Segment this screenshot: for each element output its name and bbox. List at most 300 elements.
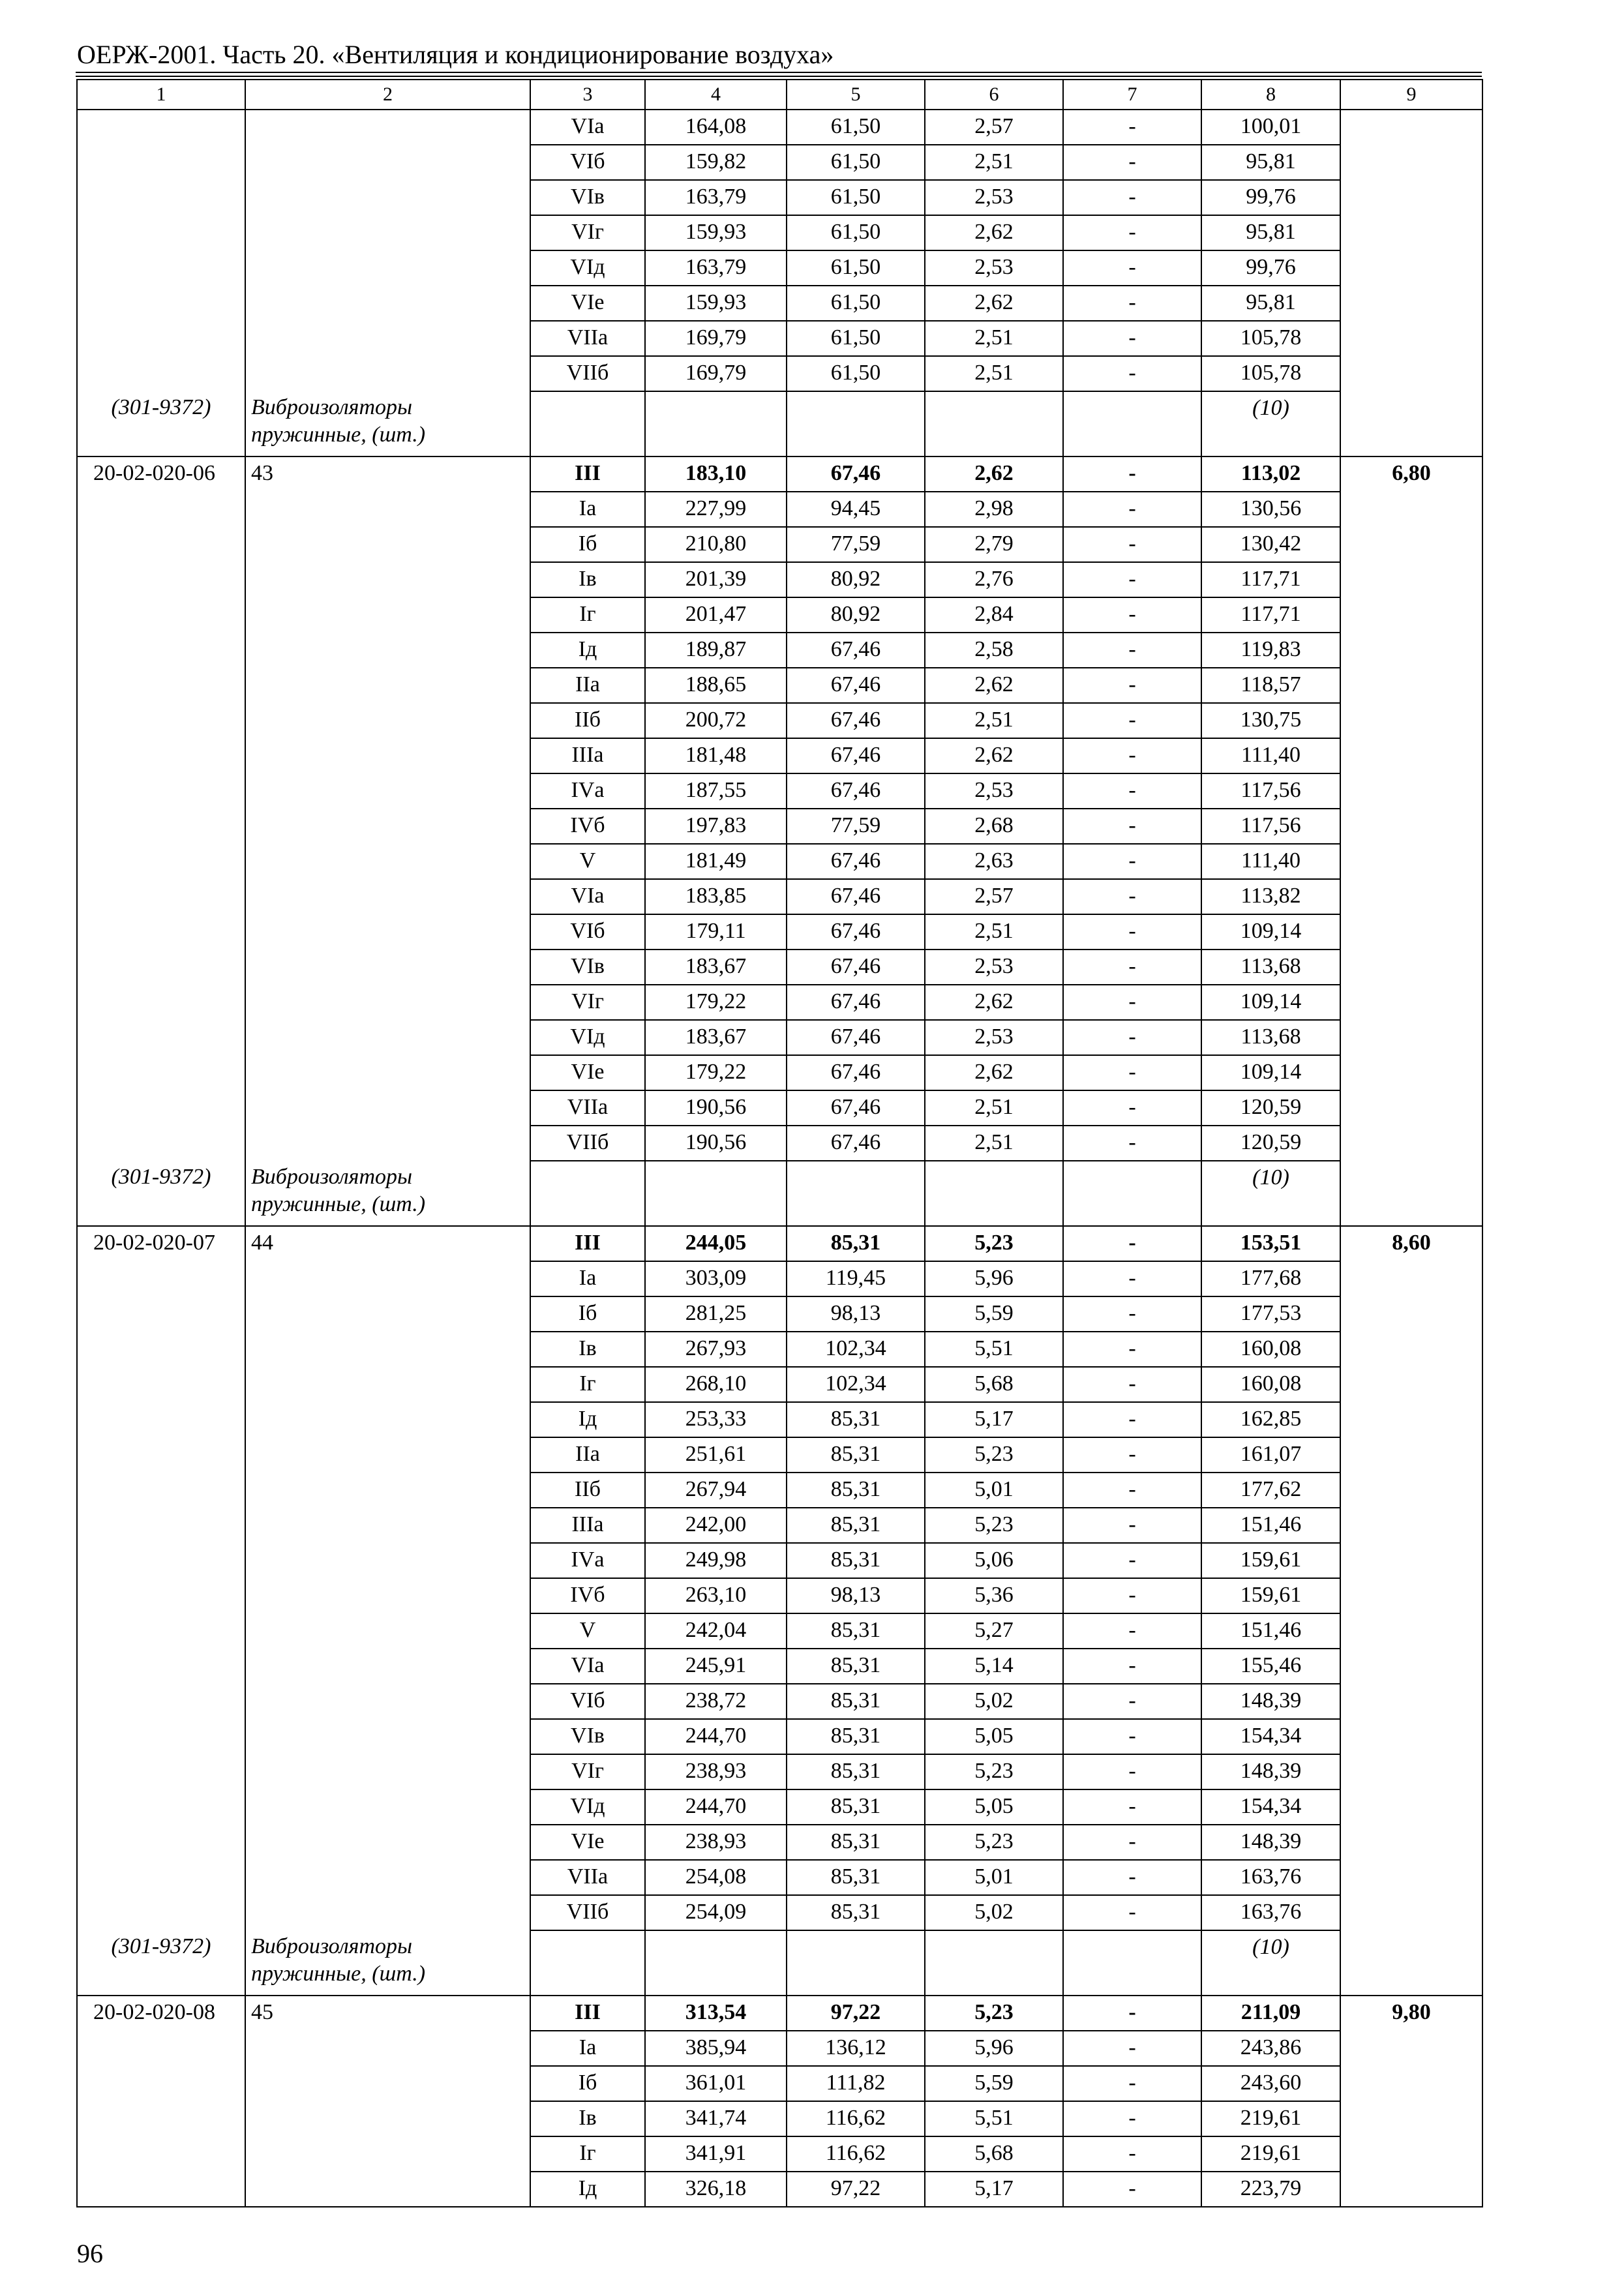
- table-cell: 181,48: [645, 738, 787, 773]
- table-cell: 385,94: [645, 2031, 787, 2066]
- weight-value: [1340, 562, 1482, 597]
- table-row: [77, 703, 1482, 738]
- table-cell: 5,27: [925, 1613, 1063, 1649]
- table-cell: 111,40: [1201, 738, 1340, 773]
- table-cell: Iд: [530, 633, 645, 668]
- table-cell: 303,09: [645, 1261, 787, 1296]
- table-cell: 326,18: [645, 2172, 787, 2207]
- empty-cell: [925, 391, 1063, 456]
- table-cell: -: [1063, 1684, 1201, 1719]
- weight-value: [1340, 2031, 1482, 2066]
- table-cell: VIв: [530, 950, 645, 985]
- item-number: [245, 1402, 530, 1437]
- item-number: [245, 1437, 530, 1473]
- table-cell: 244,70: [645, 1719, 787, 1754]
- table-cell: VIб: [530, 1684, 645, 1719]
- table-cell: VIIб: [530, 1126, 645, 1161]
- item-number: [245, 950, 530, 985]
- rates-table: [76, 79, 1483, 2207]
- table-cell: 227,99: [645, 492, 787, 527]
- table-cell: -: [1063, 1825, 1201, 1860]
- weight-value: 9,80: [1340, 1996, 1482, 2031]
- item-number: [245, 1543, 530, 1578]
- resource-code: [77, 1895, 245, 1930]
- resource-code: [77, 809, 245, 844]
- empty-cell: [645, 1930, 787, 1996]
- table-cell: 116,62: [787, 2101, 925, 2136]
- item-number: [245, 180, 530, 215]
- resource-code: [77, 215, 245, 250]
- table-cell: IIIа: [530, 738, 645, 773]
- resource-code: [77, 1789, 245, 1825]
- table-cell: -: [1063, 2031, 1201, 2066]
- table-cell: 67,46: [787, 1055, 925, 1090]
- table-cell: 242,04: [645, 1613, 787, 1649]
- table-cell: -: [1063, 1296, 1201, 1332]
- table-cell: 98,13: [787, 1578, 925, 1613]
- resource-code: [77, 321, 245, 356]
- table-row: [77, 180, 1482, 215]
- table-cell: Iа: [530, 492, 645, 527]
- table-cell: 136,12: [787, 2031, 925, 2066]
- table-cell: -: [1063, 527, 1201, 562]
- note-code: (301-9372): [77, 1930, 245, 1996]
- weight-value: [1340, 1719, 1482, 1754]
- table-cell: 2,79: [925, 527, 1063, 562]
- table-cell: 117,71: [1201, 597, 1340, 633]
- resource-code: [77, 1719, 245, 1754]
- weight-value: [1340, 1332, 1482, 1367]
- weight-value: [1340, 950, 1482, 985]
- resource-code: [77, 492, 245, 527]
- table-cell: 5,51: [925, 2101, 1063, 2136]
- item-number: [245, 356, 530, 391]
- resource-code: [77, 1367, 245, 1402]
- table-cell: 169,79: [645, 321, 787, 356]
- empty-cell: [645, 391, 787, 456]
- table-cell: 197,83: [645, 809, 787, 844]
- table-cell: VIг: [530, 985, 645, 1020]
- table-cell: Iд: [530, 2172, 645, 2207]
- table-cell: 97,22: [787, 1996, 925, 2031]
- empty-cell: [530, 391, 645, 456]
- column-header: 6: [925, 80, 1063, 110]
- table-cell: -: [1063, 2066, 1201, 2101]
- table-cell: 119,45: [787, 1261, 925, 1296]
- table-cell: -: [1063, 1126, 1201, 1161]
- table-cell: -: [1063, 110, 1201, 145]
- table-cell: 102,34: [787, 1332, 925, 1367]
- table-cell: -: [1063, 250, 1201, 286]
- table-cell: 113,02: [1201, 456, 1340, 492]
- empty-cell: [787, 391, 925, 456]
- resource-code: [77, 1402, 245, 1437]
- item-number: [245, 914, 530, 950]
- table-row: [77, 1825, 1482, 1860]
- table-cell: 177,53: [1201, 1296, 1340, 1332]
- resource-code: [77, 738, 245, 773]
- table-cell: 242,00: [645, 1508, 787, 1543]
- table-cell: 162,85: [1201, 1402, 1340, 1437]
- table-cell: 188,65: [645, 668, 787, 703]
- table-cell: -: [1063, 1473, 1201, 1508]
- table-row: [77, 1996, 1482, 2031]
- header-rule: [76, 72, 1482, 73]
- table-cell: 251,61: [645, 1437, 787, 1473]
- table-cell: 187,55: [645, 773, 787, 809]
- table-cell: 80,92: [787, 562, 925, 597]
- table-cell: -: [1063, 1996, 1201, 2031]
- table-cell: -: [1063, 809, 1201, 844]
- resource-code: [77, 1020, 245, 1055]
- table-cell: 2,98: [925, 492, 1063, 527]
- table-cell: 85,31: [787, 1860, 925, 1895]
- table-cell: -: [1063, 2136, 1201, 2172]
- table-cell: 109,14: [1201, 914, 1340, 950]
- resource-code: [77, 2101, 245, 2136]
- table-cell: 154,34: [1201, 1789, 1340, 1825]
- table-cell: -: [1063, 950, 1201, 985]
- table-cell: 5,68: [925, 2136, 1063, 2172]
- table-row: [77, 286, 1482, 321]
- resource-code: [77, 1473, 245, 1508]
- table-row: [77, 738, 1482, 773]
- table-cell: 130,56: [1201, 492, 1340, 527]
- table-cell: -: [1063, 1367, 1201, 1402]
- item-number: [245, 1684, 530, 1719]
- table-cell: 67,46: [787, 633, 925, 668]
- table-cell: 67,46: [787, 879, 925, 914]
- table-cell: Iа: [530, 2031, 645, 2066]
- table-cell: VIе: [530, 1825, 645, 1860]
- table-cell: 183,67: [645, 950, 787, 985]
- table-cell: 2,62: [925, 668, 1063, 703]
- resource-code: [77, 1649, 245, 1684]
- weight-value: [1340, 1684, 1482, 1719]
- weight-value: [1340, 668, 1482, 703]
- table-cell: IVа: [530, 773, 645, 809]
- table-row: [77, 1402, 1482, 1437]
- table-cell: 99,76: [1201, 250, 1340, 286]
- table-cell: VIа: [530, 1649, 645, 1684]
- table-cell: 253,33: [645, 1402, 787, 1437]
- resource-code: [77, 356, 245, 391]
- column-header: 4: [645, 80, 787, 110]
- empty-cell: [1340, 391, 1482, 456]
- table-cell: 2,53: [925, 180, 1063, 215]
- table-cell: 281,25: [645, 1296, 787, 1332]
- table-cell: 130,75: [1201, 703, 1340, 738]
- table-cell: III: [530, 1226, 645, 1261]
- table-row: [77, 1508, 1482, 1543]
- table-cell: 113,82: [1201, 879, 1340, 914]
- table-cell: 2,51: [925, 703, 1063, 738]
- table-cell: 154,34: [1201, 1719, 1340, 1754]
- item-number: [245, 2172, 530, 2207]
- table-cell: 109,14: [1201, 1055, 1340, 1090]
- table-cell: 254,08: [645, 1860, 787, 1895]
- table-cell: 5,23: [925, 1996, 1063, 2031]
- item-number: [245, 2031, 530, 2066]
- table-cell: 5,23: [925, 1508, 1063, 1543]
- table-cell: 201,47: [645, 597, 787, 633]
- table-cell: 2,62: [925, 456, 1063, 492]
- resource-code: [77, 703, 245, 738]
- table-cell: Iб: [530, 1296, 645, 1332]
- table-cell: 85,31: [787, 1543, 925, 1578]
- table-cell: 160,08: [1201, 1367, 1340, 1402]
- table-row: [77, 321, 1482, 356]
- table-row: [77, 356, 1482, 391]
- resource-code: [77, 1508, 245, 1543]
- resource-code: [77, 1090, 245, 1126]
- resource-code: [77, 2066, 245, 2101]
- table-row: [77, 1613, 1482, 1649]
- note-value: (10): [1201, 391, 1340, 456]
- weight-value: [1340, 321, 1482, 356]
- item-number: [245, 1578, 530, 1613]
- table-cell: 85,31: [787, 1402, 925, 1437]
- table-cell: 67,46: [787, 844, 925, 879]
- table-cell: 5,36: [925, 1578, 1063, 1613]
- table-cell: 361,01: [645, 2066, 787, 2101]
- table-cell: 61,50: [787, 145, 925, 180]
- item-number: [245, 1090, 530, 1126]
- item-number: [245, 215, 530, 250]
- table-row: [77, 597, 1482, 633]
- table-cell: 341,74: [645, 2101, 787, 2136]
- note-text: Виброизоляторы пружинные, (шт.): [245, 391, 530, 456]
- weight-value: [1340, 633, 1482, 668]
- resource-code: [77, 1332, 245, 1367]
- table-cell: -: [1063, 1754, 1201, 1789]
- table-cell: 2,62: [925, 286, 1063, 321]
- table-cell: 77,59: [787, 809, 925, 844]
- item-number: [245, 1719, 530, 1754]
- table-cell: 130,42: [1201, 527, 1340, 562]
- table-cell: 111,40: [1201, 844, 1340, 879]
- table-cell: 2,62: [925, 738, 1063, 773]
- column-header-row: [77, 80, 1482, 110]
- note-value: (10): [1201, 1161, 1340, 1226]
- table-row: [77, 110, 1482, 145]
- table-cell: 183,67: [645, 1020, 787, 1055]
- table-cell: -: [1063, 1719, 1201, 1754]
- table-row: [77, 1684, 1482, 1719]
- item-number: [245, 1367, 530, 1402]
- table-cell: 85,31: [787, 1684, 925, 1719]
- table-cell: 2,51: [925, 145, 1063, 180]
- table-cell: IIб: [530, 703, 645, 738]
- item-number: 43: [245, 456, 530, 492]
- table-cell: 102,34: [787, 1367, 925, 1402]
- table-cell: 155,46: [1201, 1649, 1340, 1684]
- table-cell: 85,31: [787, 1437, 925, 1473]
- empty-cell: [787, 1161, 925, 1226]
- table-cell: -: [1063, 1508, 1201, 1543]
- table-cell: V: [530, 1613, 645, 1649]
- empty-cell: [1063, 391, 1201, 456]
- table-cell: 190,56: [645, 1126, 787, 1161]
- table-cell: VIб: [530, 914, 645, 950]
- table-cell: 2,51: [925, 914, 1063, 950]
- table-cell: 181,49: [645, 844, 787, 879]
- note-code: (301-9372): [77, 391, 245, 456]
- table-cell: 5,14: [925, 1649, 1063, 1684]
- table-cell: VIIа: [530, 1860, 645, 1895]
- resource-code: [77, 286, 245, 321]
- resource-code: [77, 1613, 245, 1649]
- table-cell: 61,50: [787, 250, 925, 286]
- table-cell: VIв: [530, 180, 645, 215]
- table-cell: 5,17: [925, 1402, 1063, 1437]
- table-cell: 179,22: [645, 985, 787, 1020]
- table-cell: 211,09: [1201, 1996, 1340, 2031]
- table-row: [77, 1895, 1482, 1930]
- table-cell: Iв: [530, 562, 645, 597]
- table-cell: VIб: [530, 145, 645, 180]
- weight-value: [1340, 180, 1482, 215]
- weight-value: [1340, 2136, 1482, 2172]
- table-cell: VIд: [530, 1789, 645, 1825]
- table-cell: 120,59: [1201, 1090, 1340, 1126]
- weight-value: [1340, 1020, 1482, 1055]
- table-cell: 5,05: [925, 1789, 1063, 1825]
- table-cell: Iв: [530, 1332, 645, 1367]
- table-cell: 5,02: [925, 1684, 1063, 1719]
- table-cell: VIIб: [530, 356, 645, 391]
- item-number: [245, 2136, 530, 2172]
- table-cell: -: [1063, 1402, 1201, 1437]
- item-number: [245, 2066, 530, 2101]
- header-rule-second: [76, 76, 1482, 77]
- item-number: [245, 1754, 530, 1789]
- table-cell: 97,22: [787, 2172, 925, 2207]
- table-row: [77, 1754, 1482, 1789]
- table-cell: 118,57: [1201, 668, 1340, 703]
- empty-cell: [1340, 1930, 1482, 1996]
- table-cell: 238,93: [645, 1754, 787, 1789]
- column-header: 3: [530, 80, 645, 110]
- table-cell: 100,01: [1201, 110, 1340, 145]
- table-cell: 116,62: [787, 2136, 925, 2172]
- table-cell: 5,05: [925, 1719, 1063, 1754]
- table-cell: 113,68: [1201, 1020, 1340, 1055]
- weight-value: [1340, 215, 1482, 250]
- table-cell: 2,53: [925, 250, 1063, 286]
- table-cell: 2,62: [925, 985, 1063, 1020]
- table-cell: 2,57: [925, 110, 1063, 145]
- item-number: [245, 321, 530, 356]
- table-cell: VIIа: [530, 1090, 645, 1126]
- table-cell: 189,87: [645, 633, 787, 668]
- table-cell: 85,31: [787, 1473, 925, 1508]
- resource-code: [77, 2136, 245, 2172]
- note-row: [77, 1930, 1482, 1996]
- table-cell: -: [1063, 914, 1201, 950]
- item-number: [245, 773, 530, 809]
- resource-code: [77, 110, 245, 145]
- table-cell: 268,10: [645, 1367, 787, 1402]
- table-cell: -: [1063, 668, 1201, 703]
- table-cell: -: [1063, 1090, 1201, 1126]
- weight-value: [1340, 1402, 1482, 1437]
- note-text: Виброизоляторы пружинные, (шт.): [245, 1161, 530, 1226]
- table-row: [77, 809, 1482, 844]
- item-number: [245, 1508, 530, 1543]
- table-cell: 177,62: [1201, 1473, 1340, 1508]
- column-header: 7: [1063, 80, 1201, 110]
- table-cell: -: [1063, 1020, 1201, 1055]
- resource-code: [77, 527, 245, 562]
- table-cell: -: [1063, 562, 1201, 597]
- resource-code: [77, 1684, 245, 1719]
- table-cell: -: [1063, 2172, 1201, 2207]
- weight-value: [1340, 914, 1482, 950]
- resource-code: [77, 1754, 245, 1789]
- table-row: [77, 914, 1482, 950]
- table-cell: 2,57: [925, 879, 1063, 914]
- table-cell: -: [1063, 286, 1201, 321]
- item-number: [245, 597, 530, 633]
- table-cell: Iв: [530, 2101, 645, 2136]
- table-cell: -: [1063, 215, 1201, 250]
- weight-value: [1340, 879, 1482, 914]
- empty-cell: [1063, 1930, 1201, 1996]
- table-cell: 105,78: [1201, 321, 1340, 356]
- table-cell: -: [1063, 492, 1201, 527]
- table-cell: VIг: [530, 1754, 645, 1789]
- table-cell: 5,68: [925, 1367, 1063, 1402]
- resource-code: 20-02-020-08: [77, 1996, 245, 2031]
- table-row: [77, 1090, 1482, 1126]
- table-cell: -: [1063, 844, 1201, 879]
- table-cell: 67,46: [787, 773, 925, 809]
- note-code: (301-9372): [77, 1161, 245, 1226]
- table-cell: Iг: [530, 597, 645, 633]
- item-number: [245, 1613, 530, 1649]
- resource-code: [77, 1126, 245, 1161]
- table-cell: -: [1063, 145, 1201, 180]
- table-cell: -: [1063, 879, 1201, 914]
- table-row: [77, 1261, 1482, 1296]
- item-number: [245, 1126, 530, 1161]
- table-cell: -: [1063, 356, 1201, 391]
- table-cell: 67,46: [787, 1090, 925, 1126]
- item-number: [245, 668, 530, 703]
- table-cell: Iг: [530, 2136, 645, 2172]
- table-cell: VIг: [530, 215, 645, 250]
- table-cell: VIа: [530, 110, 645, 145]
- table-cell: 99,76: [1201, 180, 1340, 215]
- table-cell: 151,46: [1201, 1508, 1340, 1543]
- item-number: [245, 1332, 530, 1367]
- table-cell: -: [1063, 1578, 1201, 1613]
- table-cell: 95,81: [1201, 215, 1340, 250]
- table-cell: V: [530, 844, 645, 879]
- page-number: 96: [77, 2239, 103, 2268]
- weight-value: [1340, 1508, 1482, 1543]
- item-number: [245, 1860, 530, 1895]
- table-cell: 95,81: [1201, 145, 1340, 180]
- resource-code: [77, 844, 245, 879]
- table-cell: 190,56: [645, 1090, 787, 1126]
- table-cell: 2,51: [925, 321, 1063, 356]
- table-cell: 238,72: [645, 1684, 787, 1719]
- weight-value: [1340, 1649, 1482, 1684]
- table-cell: 159,82: [645, 145, 787, 180]
- resource-code: [77, 1261, 245, 1296]
